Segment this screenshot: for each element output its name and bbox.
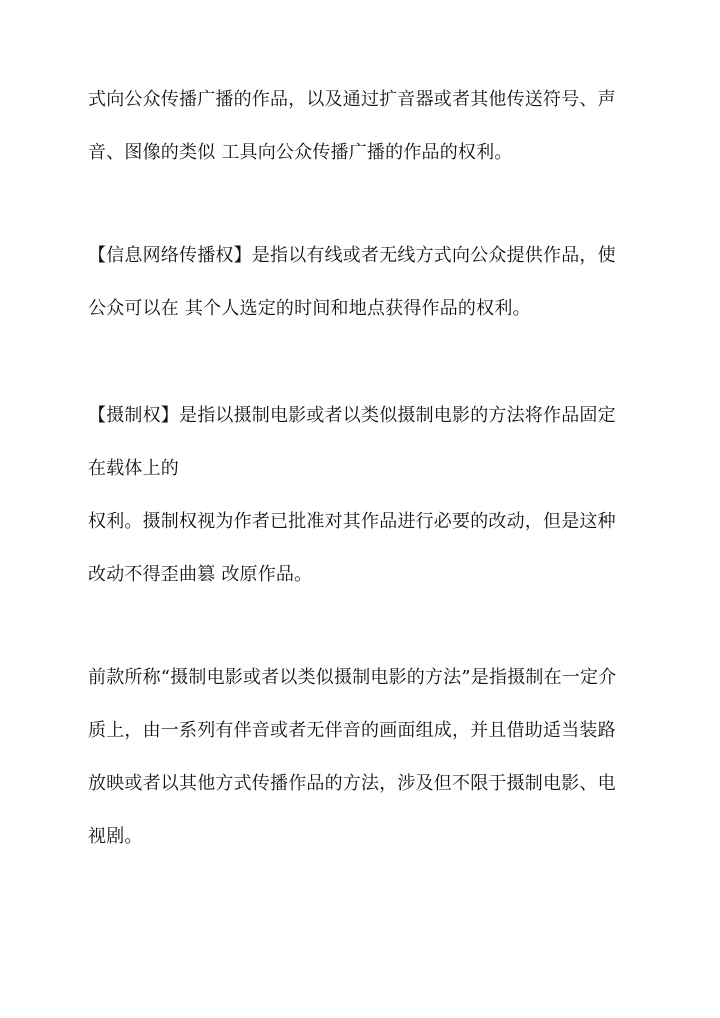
text-line: 公众可以在 其个人选定的时间和地点获得作品的权利。: [88, 298, 531, 319]
text-line: 音、图像的类似 工具向公众传播广播的作品的权利。: [88, 142, 513, 163]
text-line: 质上，由一系列有伴音或者无伴音的画面组成，并且借助适当装路: [88, 720, 616, 741]
text-line: 改动不得歪曲篡 改原作品。: [88, 564, 313, 585]
text-line: 权利。摄制权视为作者已批准对其作品进行必要的改动，但是这种: [88, 511, 616, 532]
text-line: 在载体上的: [88, 458, 179, 479]
text-line: 放映或者以其他方式传播作品的方法，涉及但不限于摄制电影、电: [88, 773, 616, 794]
text-line: 【信息网络传播权】是指以有线或者无线方式向公众提供作品，使: [88, 245, 616, 266]
text-line: 【摄制权】是指以摄制电影或者以类似摄制电影的方法将作品固定: [88, 405, 616, 426]
text-line: 视剧。: [88, 826, 143, 847]
text-line: 式向公众传播广播的作品，以及通过扩音器或者其他传送符号、声: [88, 89, 616, 110]
text-line: 前款所称“摄制电影或者以类似摄制电影的方法”是指摄制在一定介: [88, 667, 617, 688]
